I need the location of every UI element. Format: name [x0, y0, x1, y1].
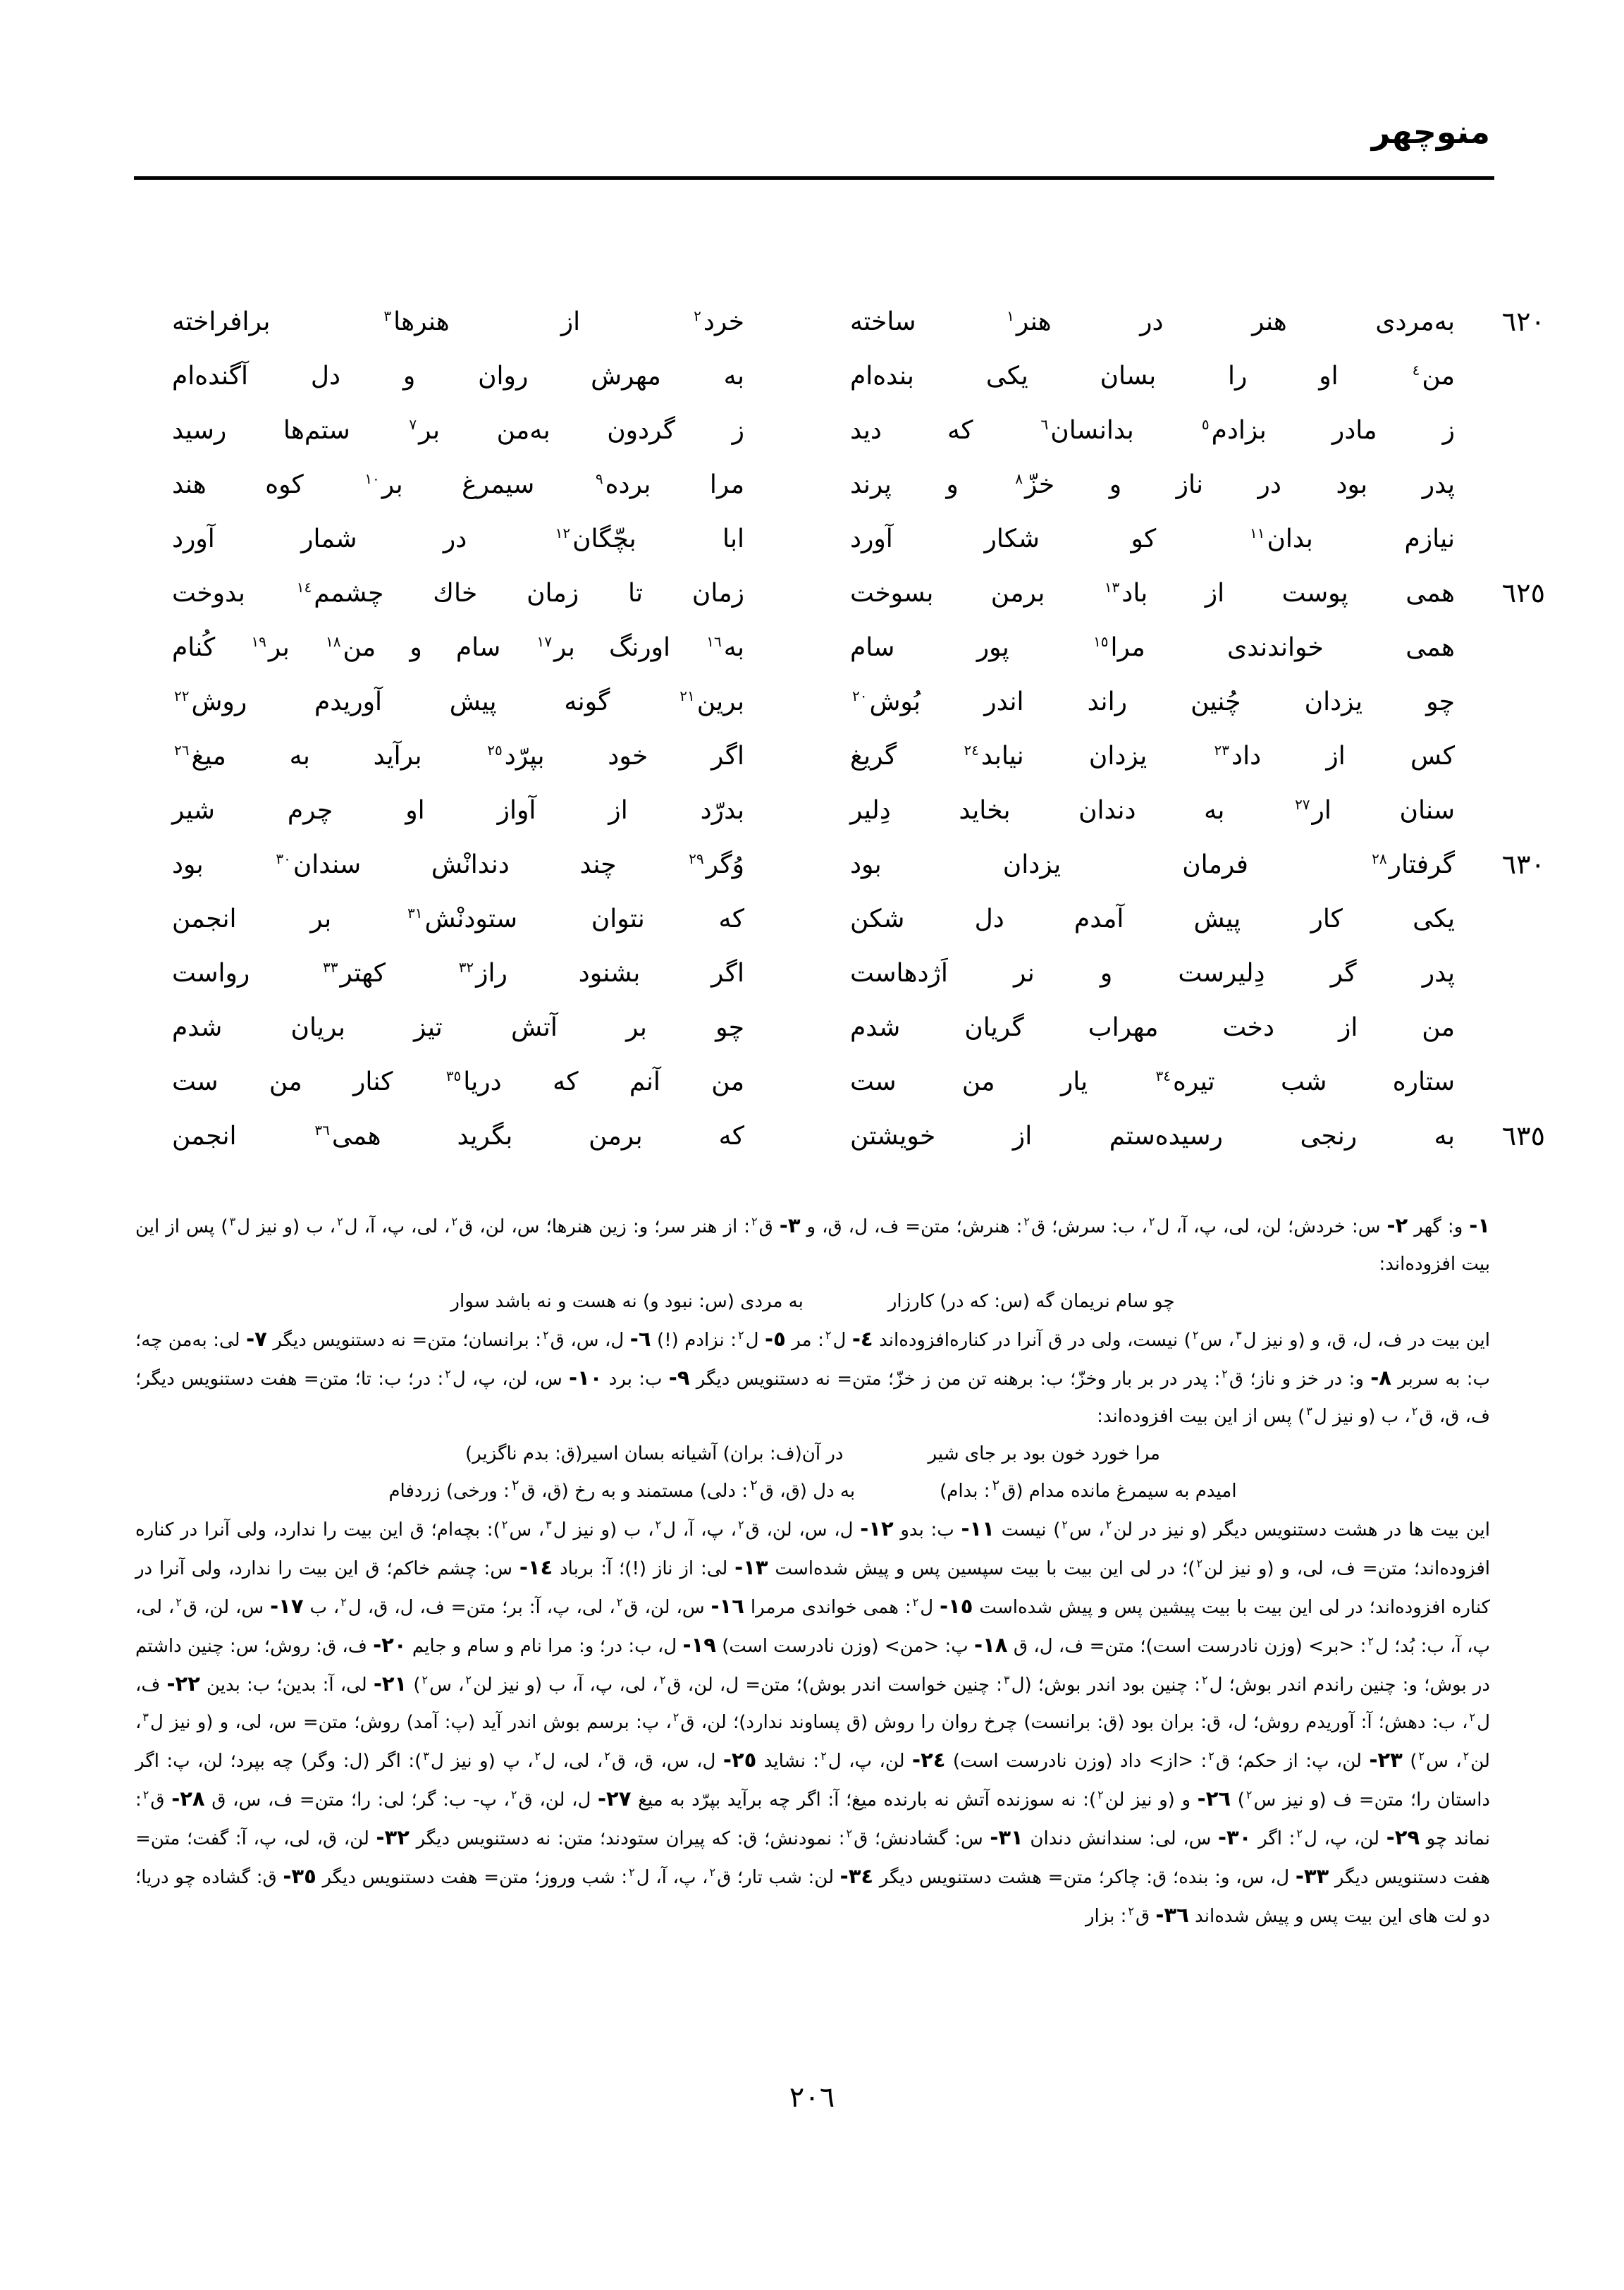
verse-row [135, 349, 1545, 403]
hemistich-left: اگر بشنود راز$^{٣٢}$ کهتر$^{٣٣}$ رواست [172, 959, 745, 988]
hemistich-right: پدر بود در ناز و خزّ$^٨$ و پرند [850, 470, 1455, 499]
page-number: ٢٠٦ [789, 2081, 835, 2114]
hemistich-right: ستاره شب تیره$^{٣٤}$ یار من ست [850, 1067, 1456, 1096]
verse-row [135, 1055, 1545, 1109]
apparatus-paragraph: این بیت ها در هشت دستنویس دیگر (و نیز در لن$^٢$، س$^٢$) نیست ١١- ب: بدو ١٢- ل، س، لن، ق$^٢$، پ، آ، ل$^٢$، ب (و نیز ل$^٣$، س$^٢$): بچه‌ام؛ ق این بیت را ندارد، ولی آنرا در کناره افزوده‌اند؛ متن= ف، لی، و (و نیز لن$^٢$)؛ در لی این بیت با بیت سپسین پس و پیش شده‌است ١٣- لی: از ناز (!)؛ آ: برباد ١٤- س: چشم خاکم؛ ق این بیت را ندارد، ولی آنرا در کناره افزوده‌اند؛ در لی این بیت با بیت پیشین پس و پیش شده‌است ١٥- ل$^٢$: همی خواندی مرمرا ١٦- س، لن، ق$^٢$، لی، پ، آ: بر؛ متن= ف، ل، ق، ل$^٢$، ب ١٧- س، لن، ق$^٢$، لی، پ، آ، ب: بُد؛ ل$^٢$: <بر> (وزن نادرست است)؛ متن= ف، ل، ق ١٨- پ: <من> (وزن نادرست است) ١٩- ل، ب: در؛ و: مرا نام و سام و جایم ٢٠- ف، ق: روش؛ س: چنین داشتم در بوش؛ و: چنین راندم اندر بوش؛ ل$^٢$: چنین بود اندر بوش؛ (ل$^٣$: چنین خواست اندر بوش)؛ متن= ل، لن، ق$^٢$، لی، پ، آ، ب (و نیز لن$^٢$، س$^٢$) ٢١- لی، آ: بدین؛ ب: بدین ٢٢- ف، ل$^٢$، ب: دهش؛ آ: آوریدم روش؛ ل، ق: بران بود (ق: برانست) چرخ روان را روش (ق پساوند ندارد)؛ لن، ق$^٢$، پ: برسم بوش اندر آید (پ: آمد) روش؛ متن= س، لی، و (و نیز ل$^٣$، لن$^٢$، س$^٢$) ٢٣- لن، پ: از حکم؛ ق$^٢$: <از> داد (وزن نادرست است) ٢٤- لن، پ، ل$^٢$: نشاید ٢٥- ل، س، ق، ق$^٢$، لی، ل$^٢$، پ (و نیز ل$^٣$): اگر (ل: وگر) چه بپرد؛ لن، پ: اگر داستان را؛ متن= ف (و نیز س$^٢$) ٢٦- و (و نیز لن$^٢$): نه سوزنده آتش نه بارنده میغ؛ آ: اگر چه برآید بپرّد به میغ ٢٧- ل، لن، ق$^٢$، پ- ب: گر؛ لی: را؛ متن= ف، س، ق ٢٨- ق$^٢$: نماند چو ٢٩- لن، پ، ل$^٢$: اگر ٣٠- س، لی: سندانش دندان ٣١- س: گشادنش؛ ق$^٢$: نمودنش؛ ق: که پیران ستودند؛ متن: نه دستنویس دیگر ٣٢- لن، ق، لی، پ، آ: گفت؛ متن= هفت دستنویس دیگر ٣٣- ل، س، و: بنده؛ ق: چاکر؛ متن= هشت دستنویس دیگر ٣٤- لن: شب تار؛ ق$^٢$، پ، آ، ل$^٢$: شب وروز؛ متن= هفت دستنویس دیگر ٣٥- ق: گشاده چو دریا؛ دو لت های این بیت پس و پیش شده‌اند ٣٦- ق$^٢$: بزار [135, 1517, 1491, 1927]
hemistich-left: من آنم که دریا$^{٣٥}$ کنار من ست [172, 1067, 744, 1096]
verse-row [135, 458, 1545, 512]
verse-row [135, 620, 1545, 675]
hemistich-right: نیازم بدان$^{١١}$ کو شکار آورد [850, 525, 1455, 553]
hemistich-left: که نتوان ستودنْش$^{٣١}$ بر انجمن [172, 905, 744, 933]
verse-row [135, 512, 1545, 566]
apparatus-verse-right: امیدم به سیمرغ مانده مدام (ق$^٢$: بدام) [940, 1476, 1237, 1502]
apparatus-verse-left: در آن(ف: بران) آشیانه بسان اسیر(ق: بدم ناگزیر) [465, 1443, 844, 1464]
hemistich-left: اگر خود بپرّد$^{٢٥}$ برآید به میغ$^{٢٦}$ [174, 742, 744, 771]
verse-row [135, 675, 1545, 729]
verse-row [135, 1109, 1545, 1163]
hemistich-right: همی خواندندی مرا$^{١٥}$ پور سام [850, 633, 1455, 662]
header-rule [134, 176, 1494, 180]
hemistich-right: گرفتار$^{٢٨}$ فرمان یزدان بود [850, 850, 1455, 879]
hemistich-right: به رنجی رسیده‌ستم از خویشتن [850, 1122, 1455, 1151]
apparatus-inserted-verse [135, 1473, 1490, 1510]
hemistich-left: بدرّد از آواز او چرم شیر [172, 796, 744, 825]
verse-number: ٦٣٥ [1501, 1120, 1545, 1151]
hemistich-right: چو یزدان چُنین راند اندر بُوش$^{٢٠}$ [852, 687, 1455, 716]
verse-row [135, 566, 1545, 620]
apparatus-verse-right: مرا خورد خون بود بر جای شیر [928, 1443, 1160, 1464]
running-head: منوچهر [1371, 113, 1490, 151]
verse-row [135, 838, 1545, 892]
apparatus-verse-left: به دل (ق، ق$^٢$: دلی) مستمند و به رخ (ق، ق$^٢$: ورخی) زردفام [388, 1476, 856, 1502]
poem [135, 295, 1545, 1163]
apparatus-verse-right: چو سام نریمان گه (س: که در) کارزار [887, 1291, 1175, 1312]
hemistich-right: ز مادر بزادم$^٥$ بدانسان$^٦$ که دید [850, 416, 1456, 445]
verse-row [135, 1000, 1545, 1055]
verse-number: ٦٢٥ [1501, 577, 1545, 608]
verse-row [135, 892, 1545, 946]
verse-row [135, 729, 1545, 783]
apparatus-inserted-verse [135, 1283, 1490, 1321]
hemistich-right: به‌مردی هنر در هنر$^١$ ساخته [850, 307, 1456, 336]
hemistich-right: من$^٤$ او را بسان یکی بنده‌ام [850, 362, 1455, 391]
hemistich-left: مرا برده$^٩$ سیمرغ بر$^{١٠}$ کوه هند [172, 470, 745, 499]
verse-number: ٦٢٠ [1501, 306, 1545, 337]
verse-row [135, 946, 1545, 1000]
apparatus-paragraph: ١- و: گهر ٢- س: خردش؛ لن، لی، پ، آ، ل$^٢$، ب: سرش؛ ق$^٢$: هنرش؛ متن= ف، ل، ق، و ٣- ق$^٢$: از هنر سر؛ و: زین هنرها؛ س، لن، ق$^٢$، لی، پ، آ، ل$^٢$، ب (و نیز ل$^٣$) پس از این بیت افزوده‌اند: [135, 1213, 1491, 1275]
hemistich-right: پدر گر دِلیرست و نر اَژدهاست [850, 959, 1455, 988]
hemistich-right: من از دخت مهراب گریان شدم [850, 1013, 1455, 1042]
hemistich-left: به مهرش روان و دل آگنده‌ام [172, 362, 744, 391]
hemistich-left: ز گردون به‌من بر$^٧$ ستم‌ها رسید [172, 416, 745, 445]
hemistich-left: چو بر آتش تیز بریان شدم [172, 1013, 744, 1042]
verse-row [135, 783, 1545, 838]
hemistich-left: وُگر$^{٢٩}$ چند دندانْش سندان$^{٣٠}$ بود [172, 850, 745, 879]
hemistich-left: زمان تا زمان خاك چشمم$^{١٤}$ بدوخت [172, 579, 744, 608]
apparatus-paragraph: این بیت در ف، ل، ق، و (و نیز ل$^٣$، س$^٢$) نیست، ولی در ق آنرا در کناره‌افزوده‌اند ٤- ل$^٢$: مر ٥- ل$^٢$: نزادم (!) ٦- ل، س، ق$^٢$: برانسان؛ متن= نه دستنویس دیگر ٧- لی: به‌من چه؛ ب: به سربر ٨- و: در خز و ناز؛ ق$^٢$: پدر در بر بار وخزّ؛ ب: برهنه تن من ز خزّ؛ متن= نه دستنویس دیگر ٩- ب: برد ١٠- س، لن، پ، ل$^٢$: در؛ ب: تا؛ متن= هفت دستنویس دیگر؛ ف، ق، ق$^٢$، ب (و نیز ل$^٣$) پس از این بیت افزوده‌اند: [135, 1327, 1491, 1427]
verse-row [135, 403, 1545, 458]
hemistich-left: برین$^{٢١}$ گونه پیش آوریدم روش$^{٢٢}$ [174, 687, 744, 716]
hemistich-left: خرد$^٢$ از هنرها$^٣$ برافراخته [172, 307, 745, 336]
hemistich-left: ابا بچّگان$^{١٢}$ در شمار آورد [172, 525, 744, 553]
hemistich-right: کس از داد$^{٢٣}$ یزدان نیابد$^{٢٤}$ گریغ [850, 742, 1456, 771]
apparatus-inserted-verse [135, 1435, 1490, 1473]
hemistich-left: به$^{١٦}$ اورنگ بر$^{١٧}$ سام و من$^{١٨}$ بر$^{١٩}$ کُنام [172, 633, 745, 662]
verse-number: ٦٣٠ [1501, 849, 1545, 880]
verse-row [135, 295, 1545, 349]
hemistich-right: سنان ار$^{٢٧}$ به دندان بخاید دِلیر [850, 796, 1455, 825]
apparatus [135, 1207, 1490, 1935]
apparatus-verse-left: به مردی (س: نبود و) نه هست و نه باشد سوار [450, 1291, 804, 1312]
hemistich-right: همی پوست از باد$^{١٣}$ برمن بسوخت [850, 579, 1455, 608]
hemistich-right: یکی کار پیش آمدم دل شکن [850, 905, 1455, 933]
hemistich-left: که برمن بگرید همی$^{٣٦}$ انجمن [172, 1122, 745, 1151]
